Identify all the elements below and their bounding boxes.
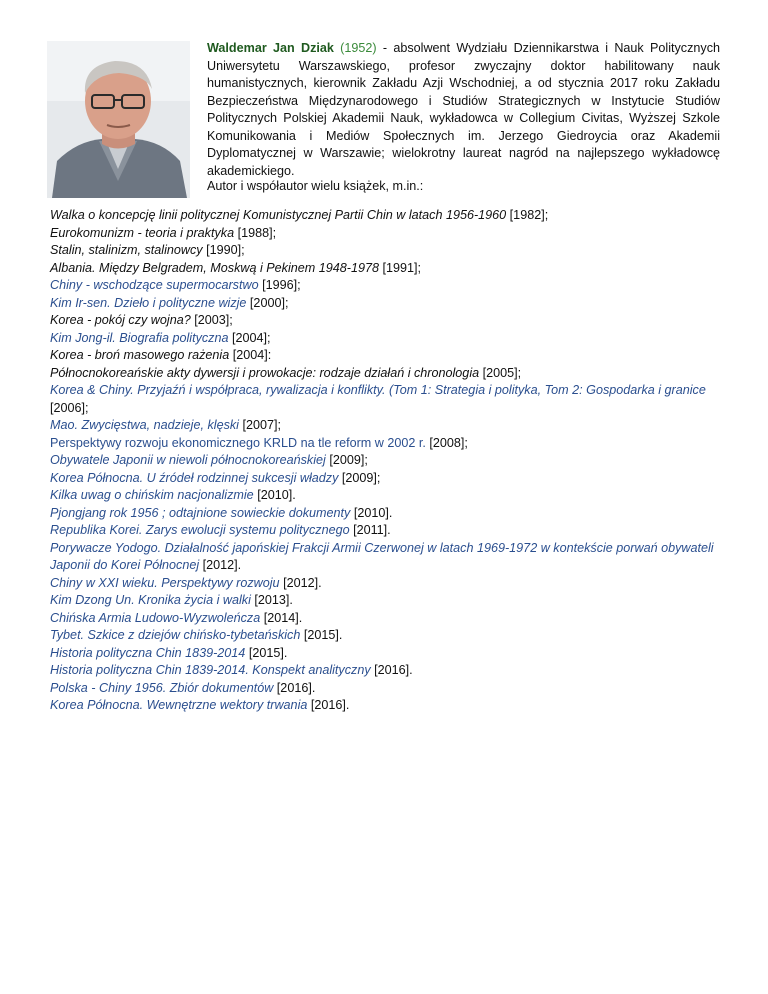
book-list-item <box>50 487 730 505</box>
book-year: [2014]. <box>260 610 303 625</box>
book-title: Kim Jong-il. Biografia polityczna <box>50 330 229 345</box>
book-title: Tybet. Szkice z dziejów chińsko-tybetańskich <box>50 628 301 642</box>
book-year: [1982]; <box>506 208 549 222</box>
book-list-item <box>50 592 730 610</box>
book-year: [2016]. <box>273 680 316 695</box>
book-list-item <box>50 610 730 628</box>
book-year: [2011]. <box>349 523 391 537</box>
book-title: Kim Dzong Un. Kronika życia i walki <box>50 593 251 607</box>
book-title: Chińska Armia Ludowo-Wyzwoleńcza <box>50 610 261 625</box>
book-year: [2009]; <box>325 453 368 467</box>
book-title: Historia polityczna Chin 1839-2014. Konspekt analityczny <box>50 663 371 677</box>
book-year: [2010]. <box>350 505 393 520</box>
book-list-item <box>50 242 730 260</box>
book-list-item <box>50 452 730 470</box>
book-year: [2004]: <box>229 348 272 362</box>
book-year: [2010]. <box>253 488 296 502</box>
book-list-item <box>50 697 730 715</box>
book-title: Korea - pokój czy wojna? <box>50 313 191 327</box>
book-list-item <box>50 277 730 295</box>
book-title: Eurokomunizm - teoria i praktyka <box>50 225 235 240</box>
book-list-item <box>50 312 730 330</box>
book-year: [1991]; <box>379 260 422 275</box>
author-portrait <box>47 41 190 198</box>
book-year: [2013]. <box>250 593 293 607</box>
book-title: Pjongjang rok 1956 ; odtajnione sowieckie dokumenty <box>50 505 351 520</box>
book-title: Historia polityczna Chin 1839-2014 <box>50 645 246 660</box>
book-title: Korea & Chiny. Przyjaźń i współpraca, rywalizacja i konflikty. (Tom 1: Strategia i polityka, Tom 2: Gospodarka i granice <box>50 383 706 397</box>
book-year: [2012]. <box>279 575 322 590</box>
book-year: [2008]; <box>425 435 468 450</box>
book-title: Obywatele Japonii w niewoli północnokoreańskiej <box>50 453 326 467</box>
book-year: [2003]; <box>190 313 233 327</box>
book-title: Albania. Między Belgradem, Moskwą i Pekinem 1948-1978 <box>50 260 380 275</box>
book-list-item <box>50 662 730 680</box>
book-title: Polska - Chiny 1956. Zbiór dokumentów <box>50 680 274 695</box>
book-year: [2005]; <box>479 365 522 380</box>
book-list-item <box>50 505 730 523</box>
book-year: [2009]; <box>338 470 381 485</box>
book-year: [2016]. <box>370 663 413 677</box>
book-title: Stalin, stalinizm, stalinowcy <box>50 243 203 257</box>
books-intro: Autor i współautor wielu książek, m.in.: <box>207 179 424 193</box>
book-title: Korea - broń masowego rażenia <box>50 348 230 362</box>
book-title: Północnokoreańskie akty dywersji i prowokacje: rodzaje działań i chronologia <box>50 365 480 380</box>
author-bio-text: - absolwent Wydziału Dziennikarstwa i Nauk Politycznych Uniwersytetu Warszawskiego, profesor zwyczajny doktor habilitowany nauk humanistycznych, kierownik Zakładu Azji Wschodniej, a od stycznia 2017 roku Zakładu Bezpieczeństwa Międzynarodowego i Studiów Strategicznych w Instytucie Studiów Politycznych Polskiej Akademii Nauk, wykładowca w Collegium Civitas, Wyższej Szkole Komunikowania i Mediów Społecznych im. Jerzego Giedroycia oraz Akademii Dyplomatycznej w Warszawie; wielokrotny laureat nagród na najlepszego wykładowcę akademickiego. <box>207 41 720 178</box>
book-year: [1988]; <box>234 225 277 240</box>
book-year: [2012]. <box>199 558 242 572</box>
book-year: [2016]. <box>307 698 350 712</box>
book-list <box>50 207 730 715</box>
book-list-item <box>50 680 730 698</box>
book-year: [2015]. <box>300 628 343 642</box>
book-title: Korea Północna. Wewnętrzne wektory trwania <box>50 698 308 712</box>
book-list-item <box>50 225 730 243</box>
book-title: Korea Północna. U źródeł rodzinnej sukcesji władzy <box>50 470 339 485</box>
book-list-item <box>50 295 730 313</box>
book-year: [2015]. <box>245 645 288 660</box>
book-year: [2006]; <box>50 400 89 415</box>
book-list-item <box>50 382 730 417</box>
book-list-item <box>50 645 730 663</box>
book-list-item <box>50 260 730 278</box>
book-list-item <box>50 522 730 540</box>
book-year: [2004]; <box>228 330 271 345</box>
book-list-item <box>50 365 730 383</box>
book-list-item <box>50 417 730 435</box>
book-list-item <box>50 330 730 348</box>
book-title: Kilka uwag o chińskim nacjonalizmie <box>50 488 254 502</box>
author-name: Waldemar Jan Dziak <box>207 41 334 55</box>
book-year: [2000]; <box>246 295 289 310</box>
book-list-item <box>50 470 730 488</box>
book-title: Mao. Zwycięstwa, nadzieje, klęski <box>50 418 239 432</box>
book-title: Walka o koncepcję linii politycznej Komunistycznej Partii Chin w latach 1956-1960 <box>50 208 507 222</box>
book-year: [2007]; <box>238 418 281 432</box>
book-list-item <box>50 435 730 453</box>
book-title: Porywacze Yodogo. Działalność japońskiej Frakcji Armii Czerwonej w latach 1969-1972 w kontekście porwań obywateli Japonii do Korei Północnej <box>50 540 714 572</box>
book-title: Republika Korei. Zarys ewolucji systemu politycznego <box>50 523 350 537</box>
author-bio <box>207 40 720 180</box>
book-list-item <box>50 627 730 645</box>
book-list-item <box>50 207 730 225</box>
book-title: Kim Ir-sen. Dzieło i polityczne wizje <box>50 295 247 310</box>
book-title: Chiny - wschodzące supermocarstwo <box>50 278 259 292</box>
author-birth-year: (1952) <box>340 41 377 55</box>
book-list-item <box>50 575 730 593</box>
book-title: Perspektywy rozwoju ekonomicznego KRLD na tle reform w 2002 r. <box>50 435 426 450</box>
book-year: [1990]; <box>202 243 245 257</box>
book-list-item <box>50 347 730 365</box>
book-title: Chiny w XXI wieku. Perspektywy rozwoju <box>50 575 280 590</box>
book-year: [1996]; <box>258 278 301 292</box>
book-list-item <box>50 540 730 575</box>
